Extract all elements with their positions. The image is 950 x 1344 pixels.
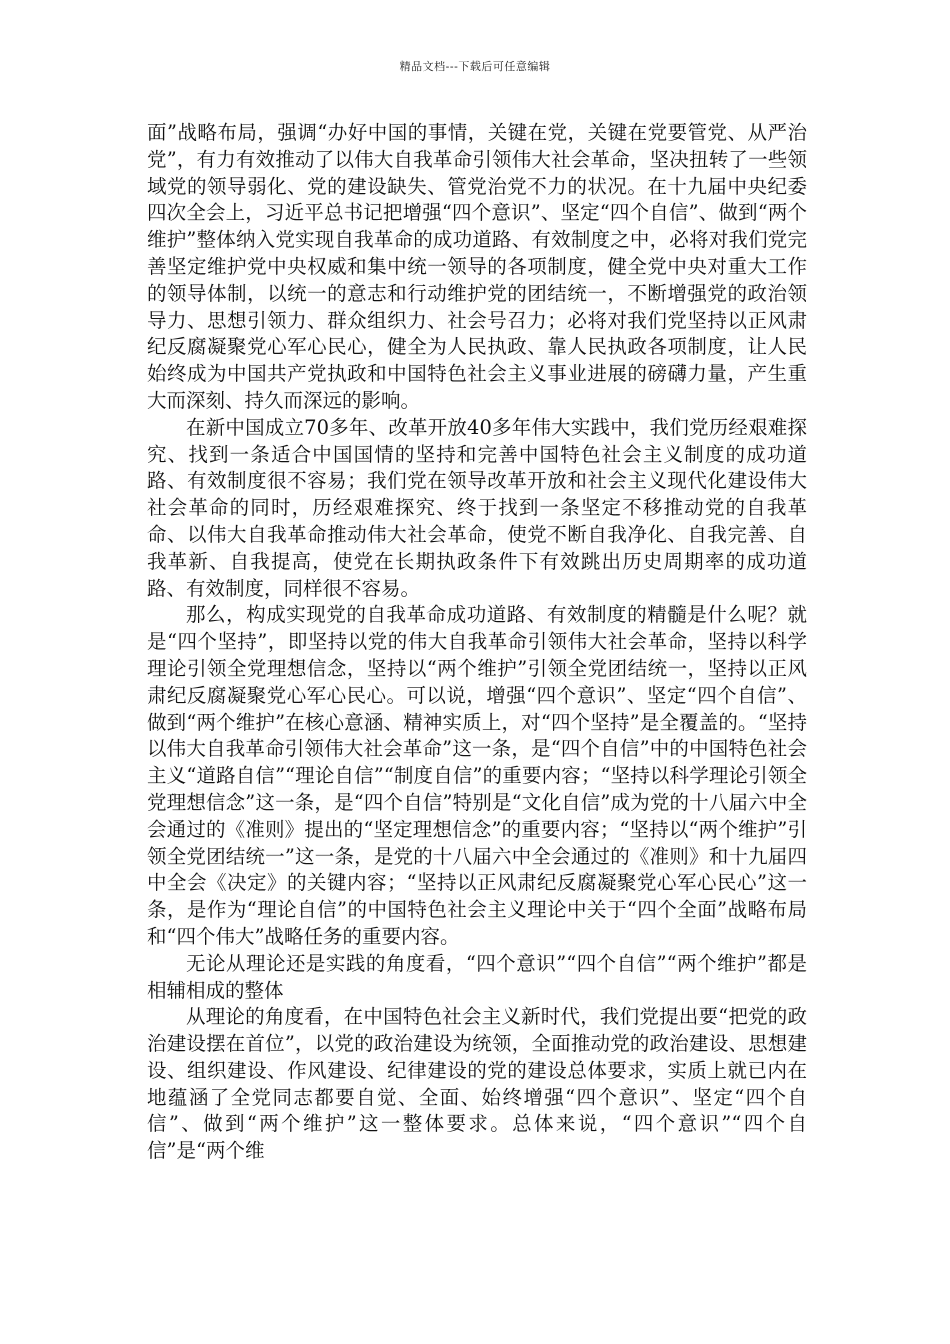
paragraph-5: 从理论的角度看，在中国特色社会主义新时代，我们党提出要“把党的政治建设摆在首位”，以党的政治建设为统领，全面推动党的政治建设、思想建设、组织建设、作风建设、纪律建设的党的建设总体要求，实质上就已内在地蕴涵了全党同志都要自觉、全面、始终增强“四个意识”、坚定“四个自信”、做到“两个维护”这一整体要求。总体来说，“四个意识”“四个自信”是“两个维: [147, 1005, 807, 1163]
document-body: [147, 120, 807, 1165]
page-header: 精品文档---下载后可任意编辑: [399, 60, 551, 73]
paragraph-3: 那么，构成实现党的自我革命成功道路、有效制度的精髓是什么呢？就是“四个坚持”，即坚持以党的伟大自我革命引领伟大社会革命，坚持以科学理论引领全党理想信念，坚持以“两个维护”引领全党团结统一，坚持以正风肃纪反腐凝聚党心军心民心。可以说，增强“四个意识”、坚定“四个自信”、做到“两个维护”在核心意涵、精神实质上，对“四个坚持”是全覆盖的。“坚持以伟大自我革命引领伟大社会革命”这一条，是“四个自信”中的中国特色社会主义“道路自信”“理论自信”“制度自信”的重要内容；“坚持以科学理论引领全党理想信念”这一条，是“四个自信”特别是“文化自信”成为党的十八届六中全会通过的《准则》提出的“坚定理想信念”的重要内容；“坚持以“两个维护”引领全党团结统一”这一条，是党的十八届六中全会通过的《准则》和十九届四中全会《决定》的关键内容；“坚持以正风肃纪反腐凝聚党心军心民心”这一条，是作为“理论自信”的中国特色社会主义理论中关于“四个全面”战略布局和“四个伟大”战略任务的重要内容。: [147, 603, 807, 948]
paragraph-1: 面”战略布局，强调“办好中国的事情，关键在党，关键在党要管党、从严治党”，有力有效推动了以伟大自我革命引领伟大社会革命，坚决扭转了一些领域党的领导弱化、党的建设缺失、管党治党不力的状况。在十九届中央纪委四次全会上，习近平总书记把增强“四个意识”、坚定“四个自信”、做到“两个维护”整体纳入党实现自我革命的成功道路、有效制度之中，必将对我们党完善坚定维护党中央权威和集中统一领导的各项制度，健全党中央对重大工作的领导体制，以统一的意志和行动维护党的团结统一，不断增强党的政治领导力、思想引领力、群众组织力、社会号召力；必将对我们党坚持以正风肃纪反腐凝聚党心军心民心，健全为人民执政、靠人民执政各项制度，让人民始终成为中国共产党执政和中国特色社会主义事业进展的磅礴力量，产生重大而深刻、持久而深远的影响。: [147, 121, 807, 412]
paragraph-2: 在新中国成立70多年、改革开放40多年伟大实践中，我们党历经艰难探究、找到一条适合中国国情的坚持和完善中国特色社会主义制度的成功道路、有效制度很不容易；我们党在领导改革开放和社会主义现代化建设伟大社会革命的同时，历经艰难探究、终于找到一条坚定不移推动党的自我革命、以伟大自我革命推动伟大社会革命，使党不断自我净化、自我完善、自我革新、自我提高，使党在长期执政条件下有效跳出历史周期率的成功道路、有效制度，同样很不容易。: [147, 415, 807, 600]
paragraph-4: 无论从理论还是实践的角度看，“四个意识”“四个自信”“两个维护”都是相辅相成的整体: [147, 951, 807, 1002]
